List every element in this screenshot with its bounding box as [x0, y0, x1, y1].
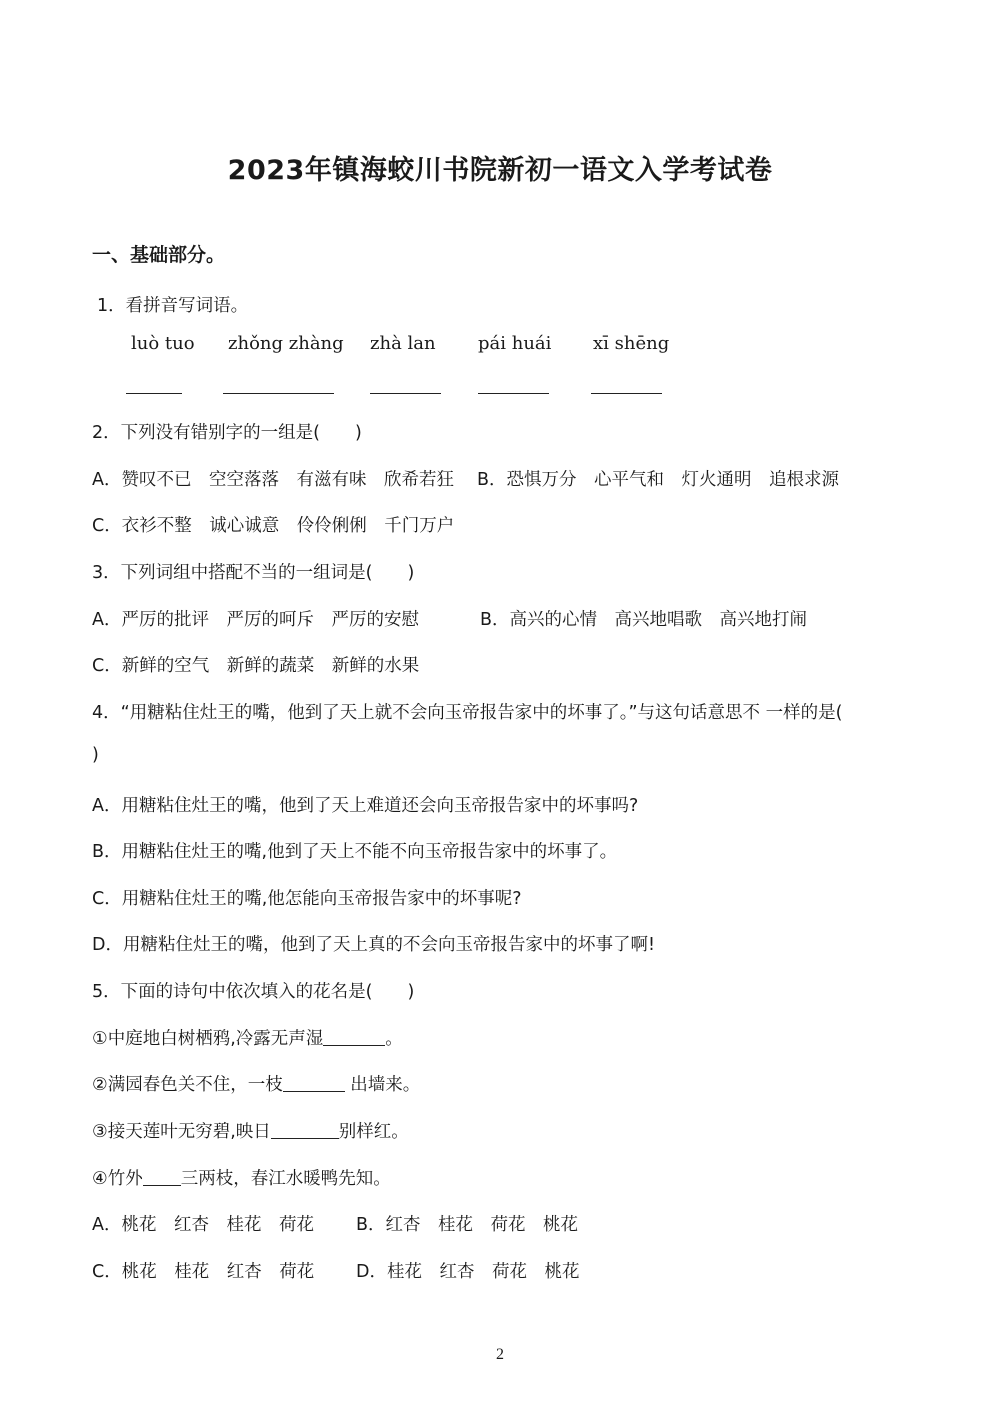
- answer-blank-3[interactable]: [370, 393, 441, 394]
- pinyin-4: pái huái: [478, 333, 552, 354]
- q5-line-1-text: ①中庭地白树栖鸦,冷露无声湿: [92, 1029, 324, 1049]
- q5-line-1-end: 。: [385, 1029, 403, 1049]
- answer-blank-1[interactable]: [126, 393, 182, 394]
- q4-option-b: B．用糖粘住灶王的嘴,他到了天上不能不向玉帝报告家中的坏事了。: [92, 842, 618, 862]
- q2-option-b: B．恐惧万分 心平气和 灯火通明 追根求源: [477, 470, 840, 490]
- q5-line-2-text: ②满园春色关不住，一枝: [92, 1075, 283, 1095]
- q1-stem: 1．看拼音写词语。: [97, 296, 249, 316]
- pinyin-1: luò tuo: [131, 333, 195, 354]
- q5-line-3-text: ③接天莲叶无穷碧,映日: [92, 1122, 271, 1142]
- q3-stem: 3．下列词组中搭配不当的一组词是( ): [92, 563, 415, 583]
- fill-blank-4[interactable]: [143, 1168, 181, 1187]
- q2-option-c: C．衣衫不整 诚心诚意 伶伶俐俐 千门万户: [92, 516, 455, 536]
- q5-stem: 5．下面的诗句中依次填入的花名是( ): [92, 982, 415, 1002]
- q5-option-a: A．桃花 红杏 桂花 荷花: [92, 1215, 314, 1235]
- fill-blank-1[interactable]: [323, 1028, 385, 1047]
- q5-line-3: [92, 1118, 409, 1143]
- q5-line-3-end: 别样红。: [338, 1122, 409, 1142]
- q5-option-c: C．桃花 桂花 红杏 荷花: [92, 1262, 315, 1282]
- q4-option-c: C．用糖粘住灶王的嘴,他怎能向玉帝报告家中的坏事呢?: [92, 889, 522, 909]
- q4-stem: 4．“用糖粘住灶王的嘴，他到了天上就不会向玉帝报告家中的坏事了。”与这句话意思不 一样的是(: [92, 703, 843, 723]
- q5-line-4-text: ④竹外: [92, 1169, 143, 1189]
- q5-option-d: D．桂花 红杏 荷花 桃花: [356, 1262, 580, 1282]
- page-number: 2: [496, 1346, 504, 1363]
- answer-blank-2[interactable]: [223, 393, 334, 394]
- q5-line-4: [92, 1165, 391, 1190]
- q5-option-b: B．红杏 桂花 荷花 桃花: [356, 1215, 579, 1235]
- pinyin-3: zhà lan: [370, 333, 436, 354]
- exam-title: 2023年镇海蛟川书院新初一语文入学考试卷: [227, 155, 773, 186]
- section-heading: 一、基础部分。: [92, 244, 226, 266]
- q2-option-a: A．赞叹不已 空空落落 有滋有味 欣希若狂: [92, 470, 454, 490]
- q4-option-a: A．用糖粘住灶王的嘴，他到了天上难道还会向玉帝报告家中的坏事吗?: [92, 796, 639, 816]
- q3-option-a: A．严厉的批评 严厉的呵斥 严厉的安慰: [92, 610, 419, 630]
- answer-blank-4[interactable]: [478, 393, 549, 394]
- pinyin-2: zhǒng zhàng: [228, 333, 344, 354]
- q5-line-2-end: 出墙来。: [344, 1075, 421, 1095]
- fill-blank-3[interactable]: [271, 1121, 339, 1140]
- q3-option-b: B．高兴的心情 高兴地唱歌 高兴地打闹: [480, 610, 808, 630]
- q5-line-1: [92, 1025, 403, 1050]
- q3-option-c: C．新鲜的空气 新鲜的蔬菜 新鲜的水果: [92, 656, 420, 676]
- pinyin-5: xī shēng: [593, 333, 670, 354]
- q4-stem-cont: ): [92, 745, 99, 765]
- q5-line-2: [92, 1071, 420, 1096]
- q2-stem: 2．下列没有错别字的一组是( ): [92, 423, 362, 443]
- answer-blank-5[interactable]: [591, 393, 662, 394]
- q4-option-d: D．用糖粘住灶王的嘴，他到了天上真的不会向玉帝报告家中的坏事了啊!: [92, 935, 655, 955]
- fill-blank-2[interactable]: [283, 1074, 345, 1093]
- q5-line-4-end: 三两枝，春江水暖鸭先知。: [180, 1169, 391, 1189]
